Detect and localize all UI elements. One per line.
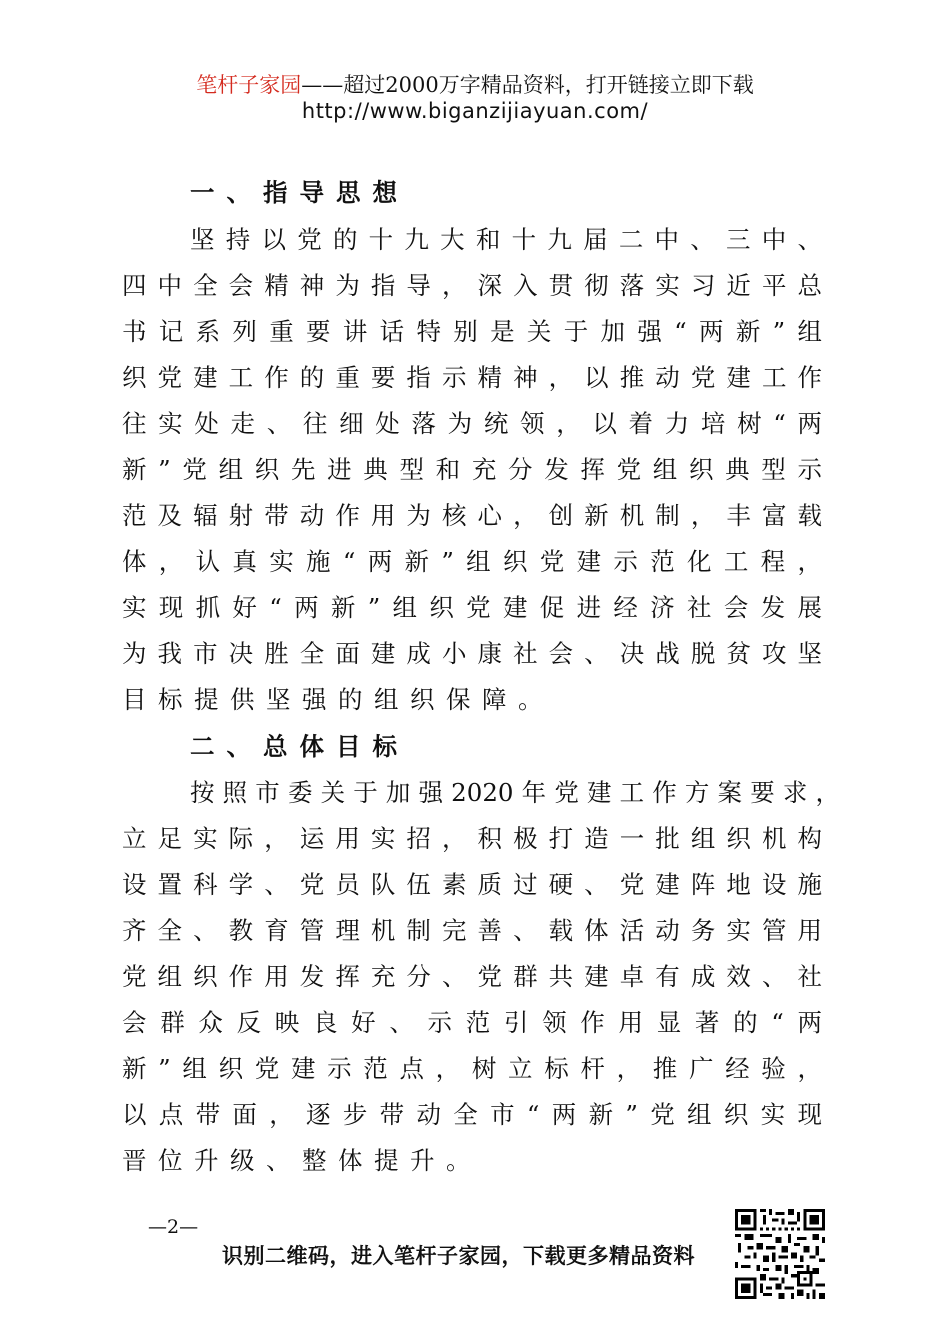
paragraph-line: 设置科学、党员队伍素质过硬、党建阵地设施 — [122, 870, 822, 899]
paragraph-line: 为我市决胜全面建成小康社会、决战脱贫攻坚 — [122, 639, 822, 668]
page-number: —2— — [148, 1216, 199, 1238]
header-tagline: ——超过2000万字精品资料，打开链接立即下载 — [301, 73, 754, 97]
footer-promo: 识别二维码，进入笔杆子家园，下载更多精品资料 — [222, 1243, 695, 1268]
header-line-1 — [0, 72, 950, 98]
paragraph-line: 实现抓好“两新”组织党建促进经济社会发展 — [122, 593, 822, 622]
paragraph-line: 齐全、教育管理机制完善、载体活动务实管用 — [122, 916, 822, 945]
paragraph-line: 新”党组织先进典型和充分发挥党组织典型示 — [122, 455, 822, 484]
paragraph-line: 范及辐射带动作用为核心，创新机制，丰富载 — [122, 501, 822, 530]
paragraph-line: 往实处走、往细处落为统领，以着力培树“两 — [122, 409, 822, 438]
paragraph-line: 体，认真实施“两新”组织党建示范化工程， — [122, 547, 822, 576]
section-heading-2: 二、总体目标 — [190, 732, 409, 761]
paragraph-line: 四中全会精神为指导，深入贯彻落实习近平总 — [122, 271, 822, 300]
paragraph-line: 立足实际，运用实招，积极打造一批组织机构 — [122, 824, 822, 853]
paragraph-line: 以点带面，逐步带动全市“两新”党组织实现 — [122, 1100, 822, 1129]
paragraph-line: 按照市委关于加强2020年党建工作方案要求， — [190, 778, 840, 807]
qr-code-icon[interactable] — [735, 1209, 825, 1299]
paragraph-line: 晋位升级、整体提升。 — [122, 1146, 482, 1175]
paragraph-line: 书记系列重要讲话特别是关于加强“两新”组 — [122, 317, 822, 346]
paragraph-line: 新”组织党建示范点，树立标杆，推广经验， — [122, 1054, 822, 1083]
paragraph-line: 会群众反映良好、示范引领作用显著的“两 — [122, 1008, 822, 1037]
paragraph-line: 目标提供坚强的组织保障。 — [122, 685, 554, 714]
paragraph-line: 坚持以党的十九大和十九届二中、三中、 — [190, 225, 822, 254]
paragraph-line: 织党建工作的重要指示精神，以推动党建工作 — [122, 363, 822, 392]
section-heading-1: 一、指导思想 — [190, 178, 409, 207]
brand-link[interactable]: 笔杆子家园 — [196, 73, 302, 97]
paragraph-line: 党组织作用发挥充分、党群共建卓有成效、社 — [122, 962, 822, 991]
header — [0, 72, 950, 124]
header-url[interactable]: http://www.biganzijiayuan.com/ — [301, 99, 649, 123]
